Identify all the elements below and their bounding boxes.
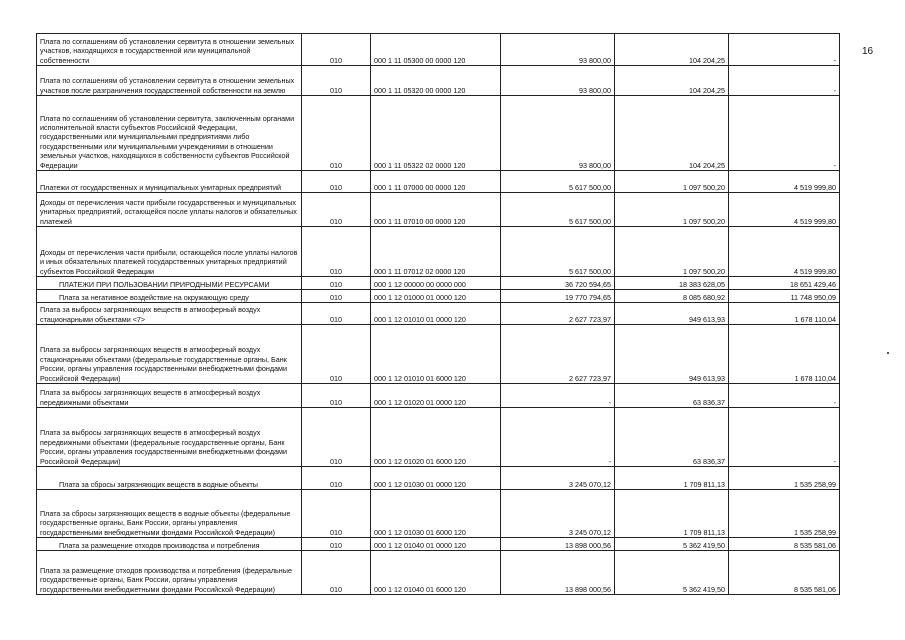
- row-unexecuted: 18 651 429,46: [729, 277, 840, 290]
- row-code: 010: [302, 96, 371, 171]
- row-approved: 2 627 723,97: [501, 303, 615, 325]
- table-row: [37, 193, 840, 227]
- table-row: [37, 538, 840, 551]
- row-kbk: 000 1 11 07010 00 0000 120: [371, 193, 501, 227]
- row-name: Плата за размещение отходов производства и потребления (федеральные государственные органы, Банк России, органы управления государственными внебюджетными фондами Российской Федерации): [37, 551, 302, 595]
- row-unexecuted: 11 748 950,09: [729, 290, 840, 303]
- row-name: Плата за негативное воздействие на окружающую среду: [37, 290, 302, 303]
- row-approved: -: [501, 408, 615, 467]
- row-executed: 5 362 419,50: [615, 538, 729, 551]
- row-kbk: 000 1 12 01010 01 0000 120: [371, 303, 501, 325]
- row-approved: 2 627 723,97: [501, 325, 615, 384]
- row-unexecuted: -: [729, 66, 840, 96]
- row-name: Плата за выбросы загрязняющих веществ в атмосферный воздух передвижными объектами: [37, 384, 302, 408]
- row-name: Доходы от перечисления части прибыли государственных и муниципальных унитарных предприятий, остающейся после уплаты налогов и обязательных платежей: [37, 193, 302, 227]
- table-row: [37, 325, 840, 384]
- row-code: 010: [302, 290, 371, 303]
- row-code: 010: [302, 171, 371, 193]
- row-unexecuted: -: [729, 34, 840, 66]
- row-unexecuted: -: [729, 96, 840, 171]
- table-row: [37, 171, 840, 193]
- row-kbk: 000 1 12 01010 01 6000 120: [371, 325, 501, 384]
- row-code: 010: [302, 408, 371, 467]
- row-name: Доходы от перечисления части прибыли, остающейся после уплаты налогов и иных обязательных платежей государственных унитарных предприятий субъектов Российской Федерации: [37, 227, 302, 277]
- row-kbk: 000 1 11 07012 02 0000 120: [371, 227, 501, 277]
- table-row: [37, 290, 840, 303]
- row-executed: 63 836,37: [615, 384, 729, 408]
- row-code: 010: [302, 551, 371, 595]
- row-executed: 5 362 419,50: [615, 551, 729, 595]
- row-executed: 8 085 680,92: [615, 290, 729, 303]
- row-approved: 19 770 794,65: [501, 290, 615, 303]
- row-name: Плата за выбросы загрязняющих веществ в атмосферный воздух стационарными объектами (федеральные государственные органы, Банк России, органы управления государственными внебюджетными фондами Российской Федерации): [37, 325, 302, 384]
- row-kbk: 000 1 12 01020 01 6000 120: [371, 408, 501, 467]
- row-executed: 949 613,93: [615, 325, 729, 384]
- scan-speck: [887, 352, 889, 354]
- row-name: Плата по соглашениям об установлении сервитута в отношении земельных участков, находящихся в государственной или муниципальной собственности: [37, 34, 302, 66]
- row-code: 010: [302, 66, 371, 96]
- row-executed: 18 383 628,05: [615, 277, 729, 290]
- table-row: [37, 303, 840, 325]
- row-approved: 5 617 500,00: [501, 193, 615, 227]
- row-name: Плата за размещение отходов производства и потребления: [37, 538, 302, 551]
- row-kbk: 000 1 11 05322 02 0000 120: [371, 96, 501, 171]
- table-row: [37, 66, 840, 96]
- row-code: 010: [302, 303, 371, 325]
- row-kbk: 000 1 12 01040 01 6000 120: [371, 551, 501, 595]
- revenue-table: [36, 33, 840, 595]
- row-executed: 1 709 811,13: [615, 490, 729, 538]
- table-row: [37, 227, 840, 277]
- table-row: [37, 490, 840, 538]
- row-approved: 13 898 000,56: [501, 551, 615, 595]
- row-kbk: 000 1 12 00000 00 0000 000: [371, 277, 501, 290]
- row-executed: 1 709 811,13: [615, 467, 729, 490]
- row-approved: 93 800,00: [501, 34, 615, 66]
- row-kbk: 000 1 12 01040 01 0000 120: [371, 538, 501, 551]
- row-kbk: 000 1 12 01020 01 0000 120: [371, 384, 501, 408]
- row-kbk: 000 1 11 05300 00 0000 120: [371, 34, 501, 66]
- row-name: Плата за сбросы загрязняющих веществ в водные объекты: [37, 467, 302, 490]
- row-code: 010: [302, 538, 371, 551]
- row-kbk: 000 1 12 01000 01 0000 120: [371, 290, 501, 303]
- row-executed: 104 204,25: [615, 34, 729, 66]
- table-row: [37, 384, 840, 408]
- row-code: 010: [302, 34, 371, 66]
- table-row: [37, 96, 840, 171]
- row-unexecuted: -: [729, 384, 840, 408]
- row-unexecuted: 4 519 999,80: [729, 193, 840, 227]
- table-row: [37, 34, 840, 66]
- row-executed: 1 097 500,20: [615, 171, 729, 193]
- page-number: 16: [862, 46, 874, 57]
- row-unexecuted: 4 519 999,80: [729, 227, 840, 277]
- row-executed: 1 097 500,20: [615, 227, 729, 277]
- row-approved: 5 617 500,00: [501, 227, 615, 277]
- row-unexecuted: 4 519 999,80: [729, 171, 840, 193]
- row-code: 010: [302, 227, 371, 277]
- row-unexecuted: 1 535 258,99: [729, 467, 840, 490]
- row-code: 010: [302, 277, 371, 290]
- row-executed: 949 613,93: [615, 303, 729, 325]
- row-approved: 93 800,00: [501, 96, 615, 171]
- table-row: [37, 551, 840, 595]
- row-code: 010: [302, 384, 371, 408]
- row-name: Плата за выбросы загрязняющих веществ в атмосферный воздух передвижными объектами (федеральные государственные органы, Банк России, органы управления государственными внебюджетными фондами Российской Федерации): [37, 408, 302, 467]
- row-approved: 5 617 500,00: [501, 171, 615, 193]
- row-code: 010: [302, 467, 371, 490]
- row-name: Плата за сбросы загрязняющих веществ в водные объекты (федеральные государственные органы, Банк России, органы управления государственными внебюджетными фондами Российской Федерации): [37, 490, 302, 538]
- row-unexecuted: 8 535 581,06: [729, 551, 840, 595]
- row-executed: 104 204,25: [615, 96, 729, 171]
- row-executed: 104 204,25: [615, 66, 729, 96]
- row-name: Плата за выбросы загрязняющих веществ в атмосферный воздух стационарными объектами <7>: [37, 303, 302, 325]
- row-name: Плата по соглашениям об установлении сервитута, заключенным органами исполнительной власти субъектов Российской Федерации, государственными или муниципальными предприятиями либо государственными или муниципальными учреждениями в отношении земельных участков, находящихся в собственности субъектов Российской Федерации: [37, 96, 302, 171]
- row-executed: 1 097 500,20: [615, 193, 729, 227]
- table-row: [37, 467, 840, 490]
- row-approved: 93 800,00: [501, 66, 615, 96]
- row-code: 010: [302, 490, 371, 538]
- row-unexecuted: 1 678 110,04: [729, 325, 840, 384]
- row-code: 010: [302, 193, 371, 227]
- row-executed: 63 836,37: [615, 408, 729, 467]
- row-kbk: 000 1 11 05320 00 0000 120: [371, 66, 501, 96]
- row-approved: 36 720 594,65: [501, 277, 615, 290]
- row-unexecuted: 1 678 110,04: [729, 303, 840, 325]
- row-name: ПЛАТЕЖИ ПРИ ПОЛЬЗОВАНИИ ПРИРОДНЫМИ РЕСУРСАМИ: [37, 277, 302, 290]
- row-approved: 13 898 000,56: [501, 538, 615, 551]
- row-name: Плата по соглашениям об установлении сервитута в отношении земельных участков после разграничения государственной собственности на землю: [37, 66, 302, 96]
- row-kbk: 000 1 12 01030 01 0000 120: [371, 467, 501, 490]
- table-row: [37, 277, 840, 290]
- row-approved: 3 245 070,12: [501, 490, 615, 538]
- row-approved: -: [501, 384, 615, 408]
- table-row: [37, 408, 840, 467]
- row-name: Платежи от государственных и муниципальных унитарных предприятий: [37, 171, 302, 193]
- row-unexecuted: 1 535 258,99: [729, 490, 840, 538]
- row-approved: 3 245 070,12: [501, 467, 615, 490]
- row-unexecuted: 8 535 581,06: [729, 538, 840, 551]
- row-code: 010: [302, 325, 371, 384]
- row-kbk: 000 1 12 01030 01 6000 120: [371, 490, 501, 538]
- row-unexecuted: -: [729, 408, 840, 467]
- row-kbk: 000 1 11 07000 00 0000 120: [371, 171, 501, 193]
